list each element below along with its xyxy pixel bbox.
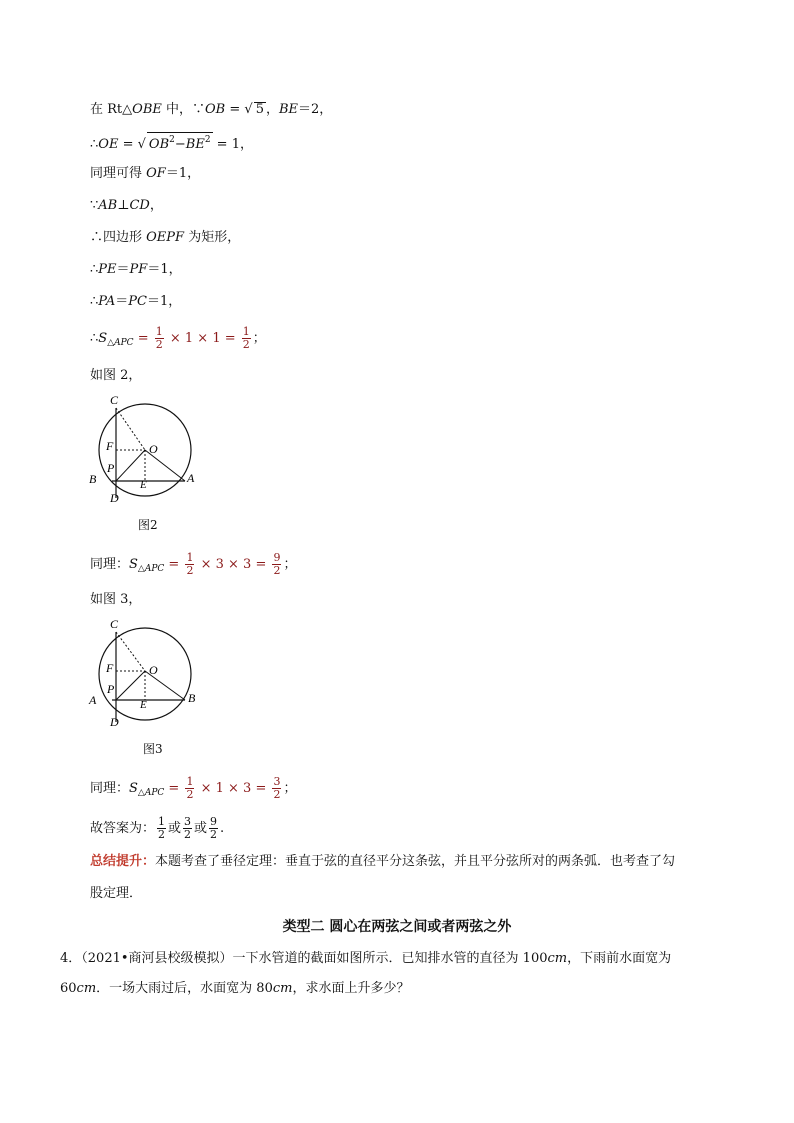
fraction [185, 776, 194, 801]
figure-3-diagram [86, 614, 206, 734]
text: ⊥ [117, 198, 130, 213]
step-line-2: ∴OE = √ $OB^2-BE^2 = 1$， [90, 132, 253, 155]
math-var: BE [185, 137, 205, 152]
denominator: 2 [273, 788, 281, 801]
numerator: 1 [186, 775, 194, 788]
sqrt-expression [147, 132, 213, 152]
math-var: OE [98, 137, 119, 152]
denominator: 2 [242, 338, 250, 351]
text: = [133, 331, 153, 346]
text: = [118, 137, 138, 152]
label-b: B [89, 472, 97, 486]
denominator: 2 [184, 828, 192, 841]
step-line-6 [90, 260, 182, 280]
math-var: S [98, 331, 108, 346]
section-title: 类型二 圆心在两弦之间或者两弦之外 [282, 919, 512, 935]
segment-po [116, 671, 145, 700]
unit: cm [272, 981, 293, 996]
text: ∵ [90, 198, 99, 213]
text: ＝2， [298, 102, 333, 117]
numerator: 1 [158, 815, 166, 828]
label-b: B [188, 691, 196, 705]
figure-2-diagram [86, 390, 206, 510]
text: ，求水面上升多少？ [292, 981, 410, 996]
fraction [242, 326, 251, 351]
subscript: △APC [137, 564, 165, 574]
math-var: OEPF [146, 230, 185, 245]
math-var: AB [98, 198, 118, 213]
numerator: 1 [155, 325, 163, 338]
label-d: D [110, 715, 119, 729]
text: 或 [168, 821, 182, 836]
numerator: 1 [186, 551, 194, 564]
denominator: 2 [186, 788, 194, 801]
denominator: 2 [158, 828, 166, 841]
math-var: OB [205, 102, 226, 117]
text: ∴ [90, 137, 99, 152]
exponent: 2 [169, 135, 175, 145]
text: ； [283, 557, 297, 572]
text: × 1 × 3 = [196, 781, 271, 796]
subscript: △APC [137, 788, 165, 798]
unit: cm [547, 951, 568, 966]
step-line-7 [90, 292, 181, 312]
text: = [164, 557, 184, 572]
label-o: O [149, 663, 158, 677]
value: 100 [522, 951, 548, 966]
figure-3-caption: 图3 [143, 742, 163, 756]
text: = 1， [212, 137, 253, 152]
label-e: E [140, 479, 147, 491]
label-a: A [187, 471, 195, 485]
fraction [272, 552, 281, 577]
denominator: 2 [273, 564, 281, 577]
label-p: P [107, 461, 115, 475]
summary-line-1 [90, 852, 675, 872]
math-var: PA [98, 294, 116, 309]
text: （2021•商河县校级模拟）一下水管道的截面如图所示．已知排水管的直径为 [81, 951, 523, 966]
text: 为矩形， [184, 230, 241, 245]
value: 80 [256, 981, 273, 996]
unit: cm [76, 981, 97, 996]
fig3-intro: 如图 3， [90, 592, 142, 607]
fraction [157, 816, 166, 841]
step-line-4 [90, 196, 163, 216]
text: = [225, 102, 245, 117]
label-c: C [110, 617, 119, 631]
numerator: 3 [184, 815, 192, 828]
text: ＝ [115, 294, 129, 309]
text: − [174, 137, 186, 152]
math-var: PE [98, 262, 117, 277]
segment-co [116, 408, 145, 450]
text: ＝1， [165, 166, 201, 181]
segment-co [116, 632, 145, 671]
problem-number: 4． [60, 951, 82, 966]
text: = [164, 781, 184, 796]
label-e: E [140, 699, 147, 711]
text: ，下雨前水面宽为 [567, 951, 672, 966]
denominator: 2 [210, 828, 218, 841]
denominator: 2 [186, 564, 194, 577]
text: ．一场大雨过后，水面宽为 [96, 981, 257, 996]
problem-4 [60, 944, 730, 1004]
step-line-area-1 [90, 326, 266, 353]
text: 故答案为： [90, 821, 156, 836]
math-var: S [129, 557, 138, 572]
text: ； [283, 781, 297, 796]
figure-2-caption: 图2 [138, 518, 158, 532]
summary-text: 本题考查了垂径定理：垂直于弦的直径平分这条弦，并且平分弦所对的两条弧．也考查了勾 [155, 854, 676, 869]
math-var: OBE [132, 102, 162, 117]
text: 在 Rt△ [90, 102, 133, 117]
text: × 3 × 3 = [196, 557, 271, 572]
label-p: P [107, 682, 115, 696]
fraction [185, 552, 194, 577]
math-var: PC [128, 294, 147, 309]
answer-line [90, 816, 224, 841]
text: 或 [194, 821, 208, 836]
numerator: 9 [210, 815, 218, 828]
text: ； [252, 331, 266, 346]
text: 同理可得 [90, 166, 147, 181]
step-line-1: 在 Rt△OBE 中，∵OB = √ 5 ，BE＝2， [90, 102, 333, 117]
denominator: 2 [155, 338, 163, 351]
text: . [220, 821, 225, 836]
segment-po [116, 450, 145, 481]
numerator: 1 [242, 325, 250, 338]
label-a: A [89, 693, 97, 707]
text: ， [149, 198, 163, 213]
step-line-area-3 [90, 776, 297, 803]
label-c: C [110, 393, 119, 407]
exponent: 2 [204, 135, 211, 145]
text: ＝ [116, 262, 130, 277]
numerator: 9 [273, 551, 281, 564]
math-var: BE [278, 102, 299, 117]
math-var: CD [129, 198, 150, 213]
fraction [183, 816, 192, 841]
text: 同理： [90, 557, 130, 572]
text: 中，∵ [161, 102, 205, 117]
label-f: F [106, 661, 114, 675]
fig2-intro: 如图 2， [90, 368, 142, 383]
text: × 1 × 1 = [165, 331, 240, 346]
subscript: △APC [107, 338, 134, 348]
text: 同理： [90, 781, 130, 796]
fraction [155, 326, 164, 351]
math-var: OF [146, 166, 166, 181]
summary-label: 总结提升： [90, 854, 156, 869]
numerator: 3 [273, 775, 281, 788]
step-line-5 [90, 228, 240, 248]
math-var: OB [148, 137, 170, 152]
text: ∴四边形 [90, 230, 147, 245]
label-d: D [110, 491, 119, 505]
summary-line-2: 股定理． [90, 886, 143, 901]
sqrt-radicand: 5 [255, 102, 264, 117]
fraction [272, 776, 281, 801]
text: ∴ [90, 262, 99, 277]
text: ＝1， [147, 262, 182, 277]
fraction [209, 816, 218, 841]
value: 60 [60, 981, 77, 996]
text: ， [265, 102, 279, 117]
label-o: O [149, 442, 158, 456]
math-var: PF [129, 262, 148, 277]
step-line-3 [90, 164, 200, 184]
text: ∴ [90, 331, 99, 346]
text: ＝1， [146, 294, 182, 309]
math-var: S [129, 781, 138, 796]
label-f: F [106, 439, 114, 453]
step-line-area-2 [90, 552, 297, 579]
text: ∴ [90, 294, 99, 309]
